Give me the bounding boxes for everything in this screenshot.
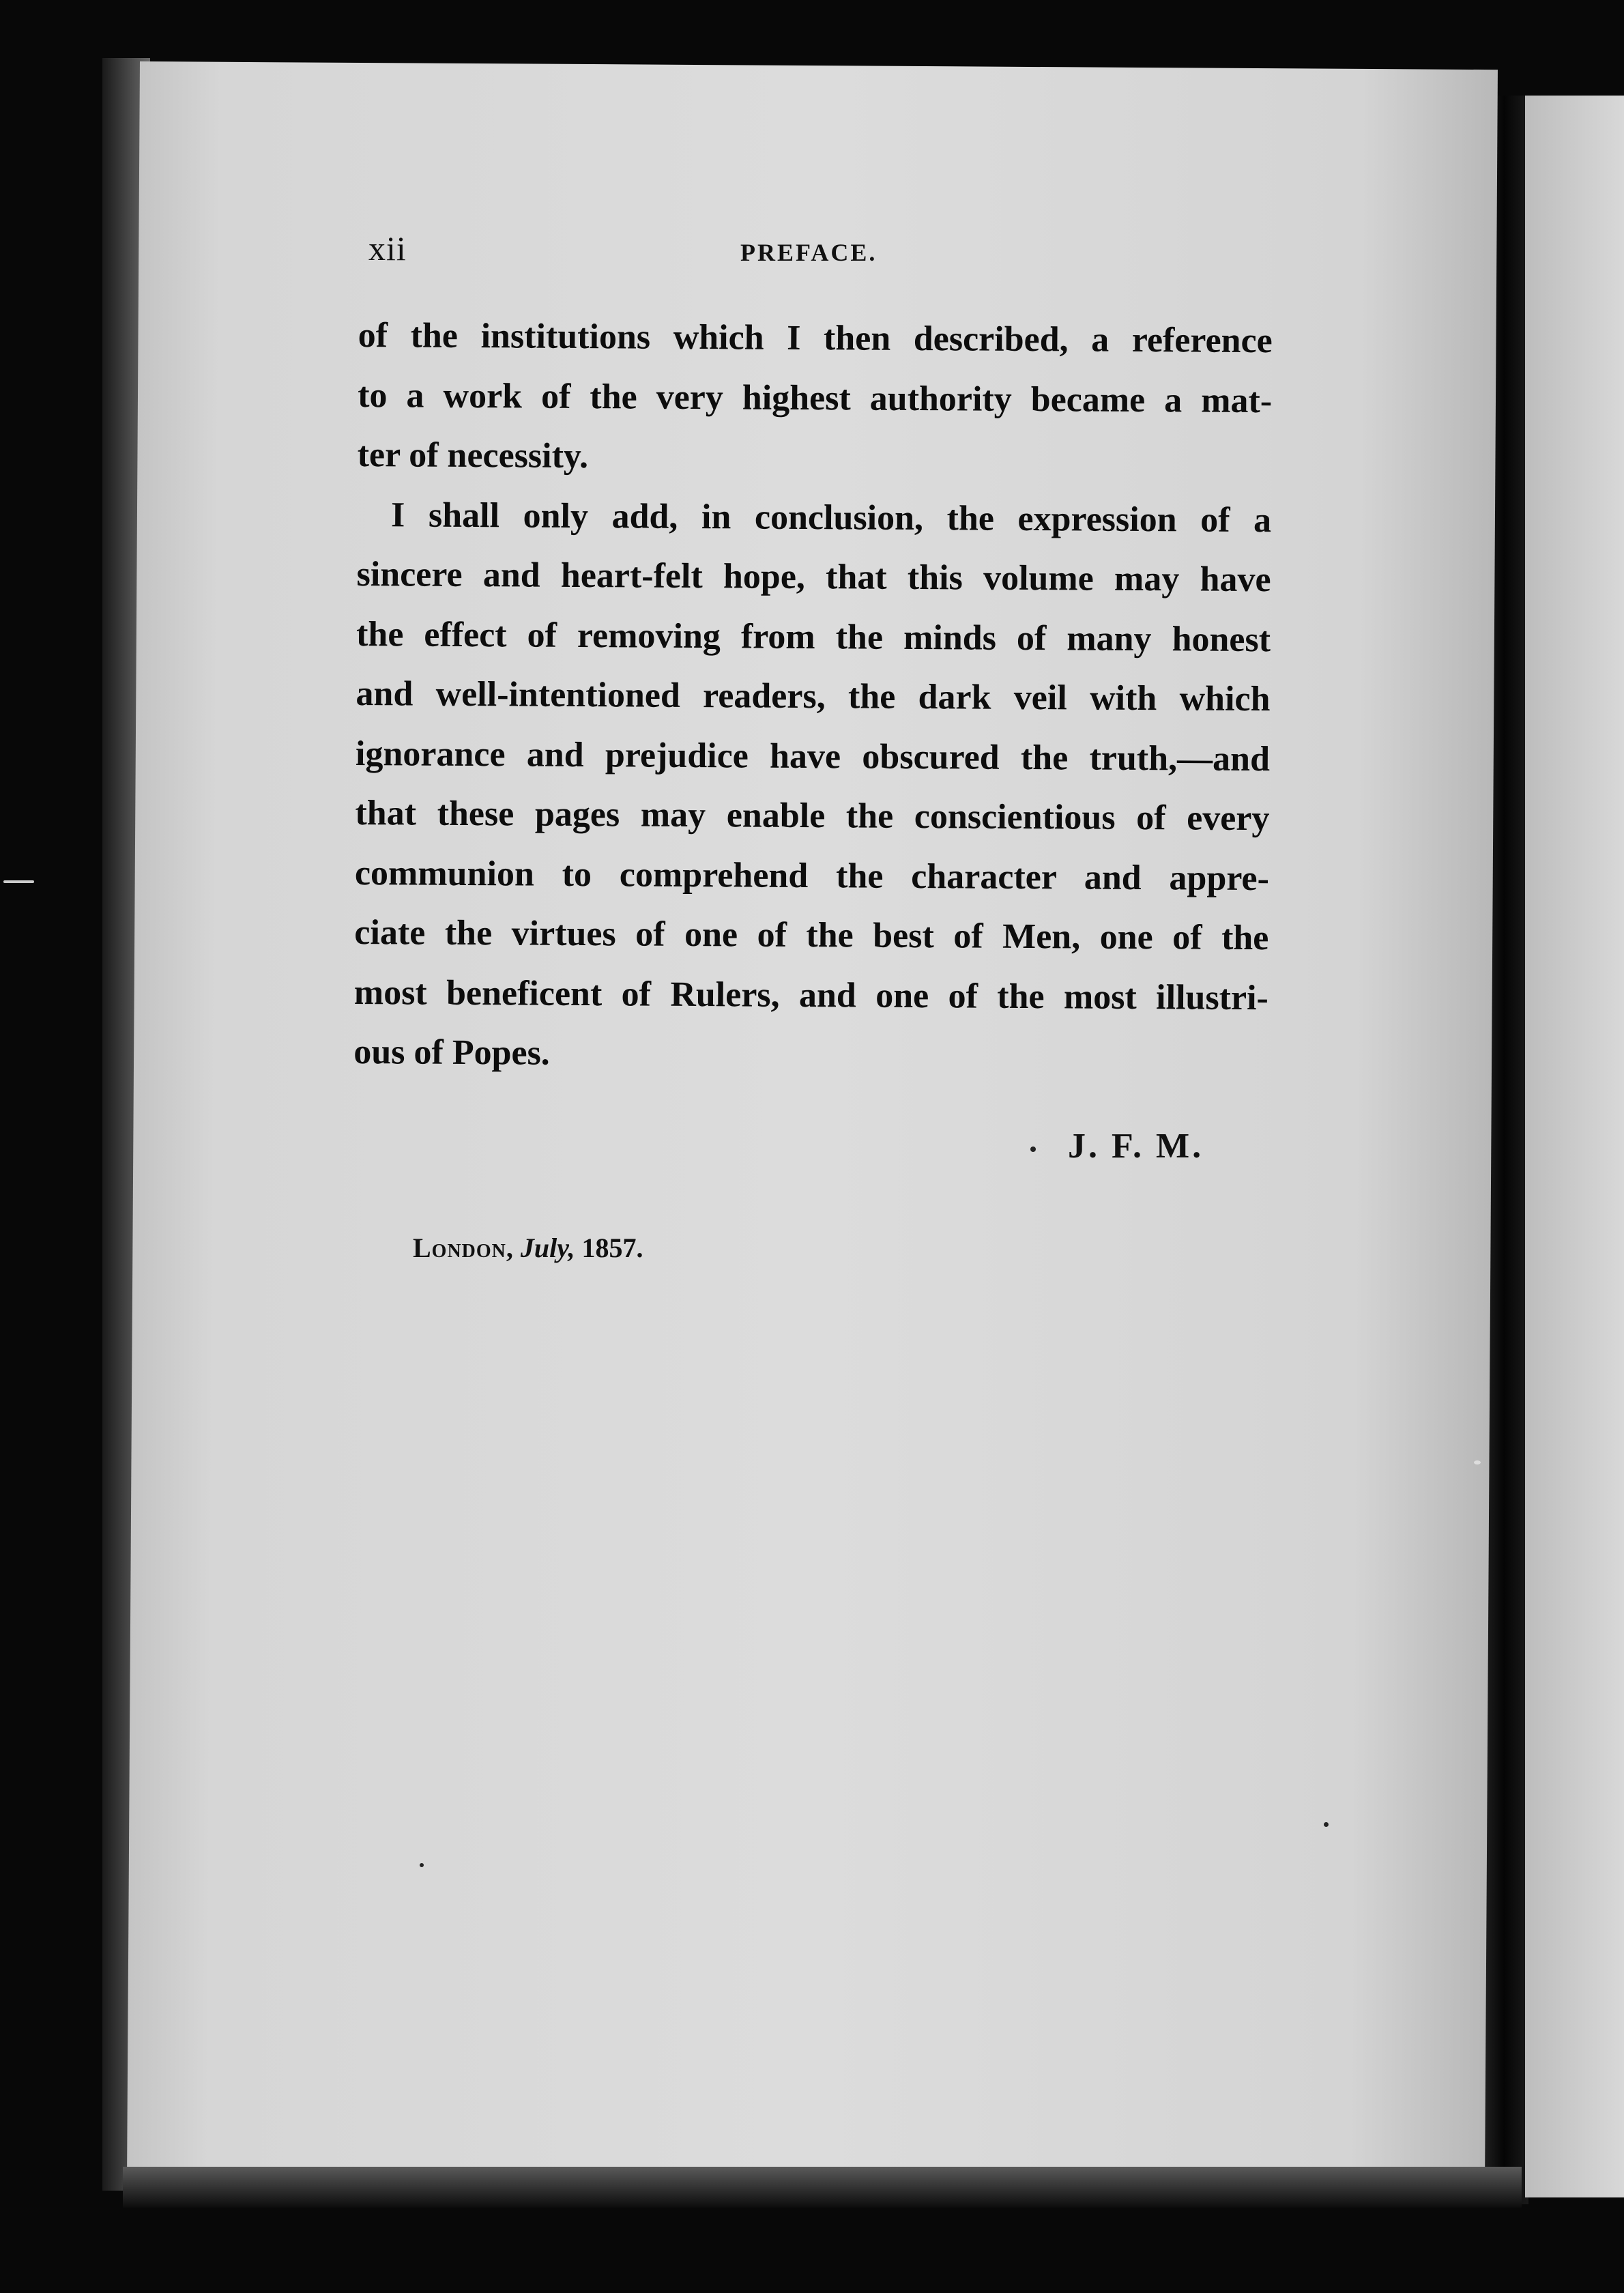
scan-speck — [1030, 1146, 1036, 1152]
dateline-month: July, — [520, 1232, 575, 1263]
dateline — [413, 1232, 643, 1264]
text-line: I shall only add, in conclusion, the expression of a — [390, 495, 1272, 540]
text-line: ter of necessity. — [357, 435, 589, 476]
text-line: most beneficent of Rulers, and one of the most illustri- — [353, 972, 1269, 1018]
author-initials: J. F. M. — [1068, 1127, 1204, 1166]
scan-speck — [3, 880, 34, 883]
running-title: PREFACE. — [740, 239, 878, 266]
adjacent-page-edge — [1525, 96, 1624, 2197]
page-number: xii — [368, 229, 407, 268]
text-line: that these pages may enable the conscientious of every — [355, 793, 1270, 839]
text-line: the effect of removing from the minds of many honest — [356, 614, 1271, 659]
scan-speck — [1324, 1822, 1329, 1827]
running-head — [368, 229, 1269, 270]
text-line: ciate the virtues of one of the best of Men, one of the — [354, 912, 1269, 958]
text-line: to a work of the very highest authority became a mat- — [358, 375, 1273, 420]
text-line: of the institutions which I then described, a reference — [358, 315, 1273, 361]
dateline-place: London, — [413, 1232, 514, 1263]
scan-speck — [1474, 1460, 1481, 1465]
text-line: and well-intentioned readers, the dark veil with which — [356, 674, 1271, 719]
text-line: communion to comprehend the character and appre- — [354, 853, 1270, 898]
text-line: ignorance and prejudice have obscured the truth,—and — [355, 734, 1271, 779]
text-line: ous of Popes. — [353, 1032, 550, 1073]
preface-text — [353, 306, 1273, 1088]
text-line: sincere and heart-felt hope, that this volume may have — [356, 554, 1271, 600]
page-bottom-shadow — [123, 2167, 1522, 2208]
dateline-year: 1857. — [581, 1232, 643, 1263]
scan-speck — [420, 1863, 424, 1867]
